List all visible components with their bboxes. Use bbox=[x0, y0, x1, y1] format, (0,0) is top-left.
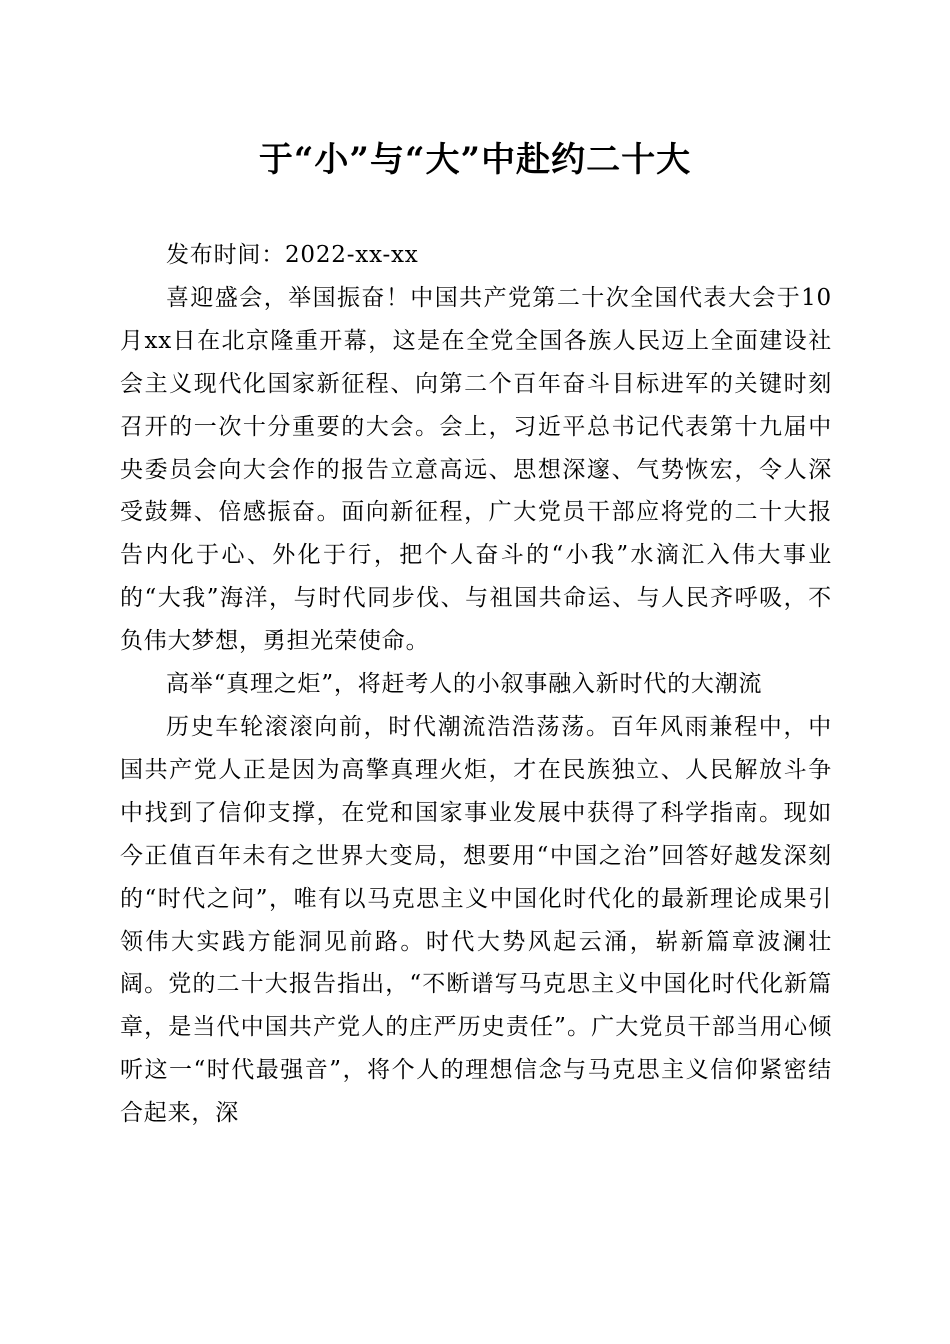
publish-label: 发布时间： bbox=[166, 242, 285, 268]
document-body bbox=[120, 234, 832, 1135]
publish-date: 2022-xx-xx bbox=[285, 242, 419, 268]
document-title: 于“小”与“大”中赴约二十大 bbox=[258, 140, 692, 180]
section-heading-truth-torch: 高举“真理之炬”，将赶考人的小叙事融入新时代的大潮流 bbox=[166, 671, 763, 698]
paragraph-intro: 喜迎盛会，举国振奋！中国共产党第二十次全国代表大会于10月xx日在北京隆重开幕，这是在全党全国各族人民迈上全面建设社会主义现代化国家新征程、向第二个百年奋斗目标进军的关键时刻召开的一次十分重要的大会。会上，习近平总书记代表第十九届中央委员会向大会作的报告立意高远、思想深邃、气势恢宏，令人深受鼓舞、倍感振奋。面向新征程，广大党员干部应将党的二十大报告内化于心、外化于行，把个人奋斗的“小我”水滴汇入伟大事业的“大我”海洋，与时代同步伐、与祖国共命运、与人民齐呼吸，不负伟大梦想，勇担光荣使命。 bbox=[120, 284, 832, 655]
paragraph-history: 历史车轮滚滚向前，时代潮流浩浩荡荡。百年风雨兼程中，中国共产党人正是因为高擎真理火炬，才在民族独立、人民解放斗争中找到了信仰支撑，在党和国家事业发展中获得了科学指南。现如今正值百年未有之世界大变局，想要用“中国之治”回答好越发深刻的“时代之问”，唯有以马克思主义中国化时代化的最新理论成果引领伟大实践方能洞见前路。时代大势风起云涌，崭新篇章波澜壮阔。党的二十大报告指出，“不断谱写马克思主义中国化时代化新篇章，是当代中国共产党人的庄严历史责任”。广大党员干部当用心倾听这一“时代最强音”，将个人的理想信念与马克思主义信仰紧密结合起来，深 bbox=[120, 713, 832, 1127]
publish-info bbox=[120, 234, 832, 277]
